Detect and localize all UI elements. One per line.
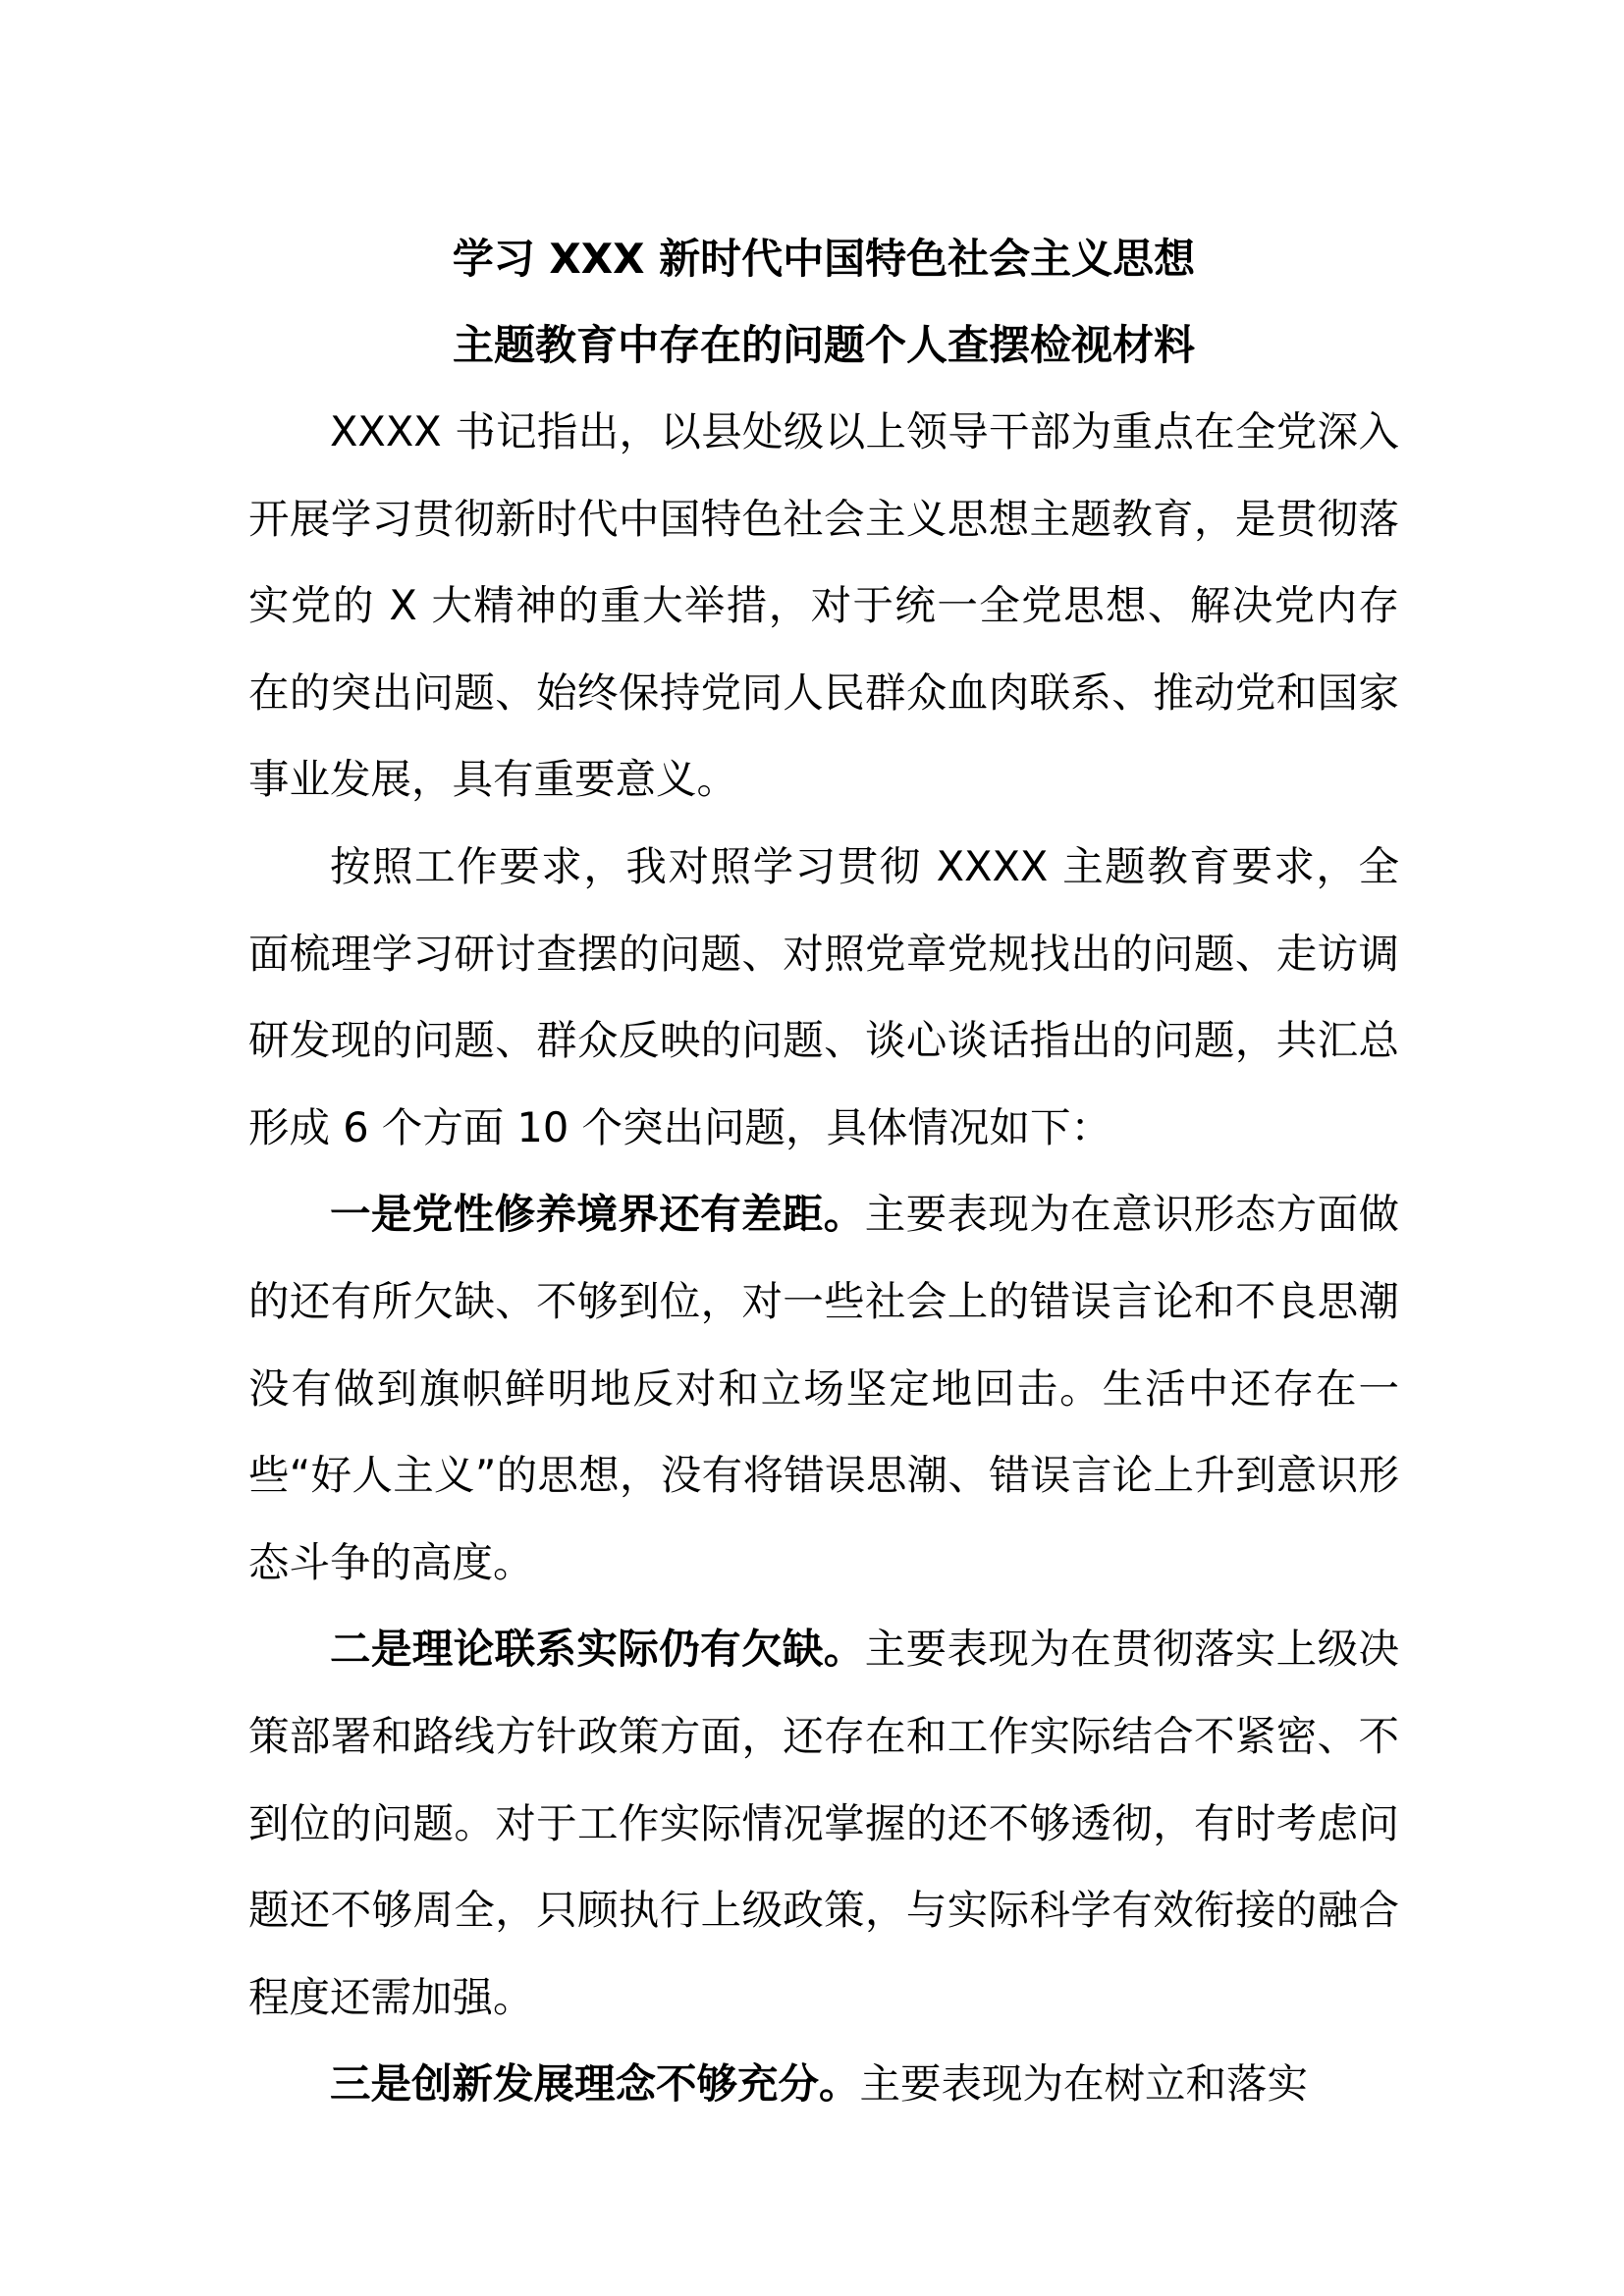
document-body (248, 216, 1399, 2128)
paragraph-text: 主要表现为在树立和落实 (859, 2059, 1309, 2109)
issue-heading: 一是党性修养境界还有差距。 (330, 1190, 865, 1239)
paragraph-issue-3 (248, 2041, 1399, 2128)
document-title-line-2: 主题教育中存在的问题个人查摆检视材料 (452, 321, 1195, 369)
paragraph-summary (248, 824, 1399, 1171)
paragraph-text: 主要表现为在贯彻落实上级决策部署和路线方针政策方面，还存在和工作实际结合不紧密、不到位的问题。对于工作实际情况掌握的还不够透彻，有时考虑问题还不够周全，只顾执行上级政策，与实际科学有效衔接的融合程度还需加强。 (248, 1625, 1399, 2021)
paragraph-text: 主要表现为在意识形态方面做的还有所欠缺、不够到位，对一些社会上的错误言论和不良思潮没有做到旗帜鲜明地反对和立场坚定地回击。生活中还存在一些“好人主义”的思想，没有将错误思潮、错误言论上升到意识形态斗争的高度。 (248, 1190, 1399, 1586)
paragraph-issue-2 (248, 1606, 1399, 2041)
issue-heading: 二是理论联系实际仍有欠缺。 (330, 1625, 865, 1674)
paragraph-issue-1 (248, 1171, 1399, 1606)
document-title-line-1: 学习 XXX 新时代中国特色社会主义思想 (452, 235, 1196, 283)
issue-heading: 三是创新发展理念不够充分。 (330, 2059, 860, 2109)
paragraph-text: XXXX 书记指出，以县处级以上领导干部为重点在全党深入开展学习贯彻新时代中国特色社会主义思想主题教育，是贯彻落实党的 X 大精神的重大举措，对于统一全党思想、解决党内存在的突出问题、始终保持党同人民群众血肉联系、推动党和国家事业发展，具有重要意义。 (248, 407, 1399, 804)
paragraph-intro (248, 389, 1399, 824)
paragraph-text: 按照工作要求，我对照学习贯彻 XXXX 主题教育要求，全面梳理学习研讨查摆的问题、对照党章党规找出的问题、走访调研发现的问题、群众反映的问题、谈心谈话指出的问题，共汇总形成 6 个方面 10 个突出问题，具体情况如下： (248, 841, 1399, 1151)
